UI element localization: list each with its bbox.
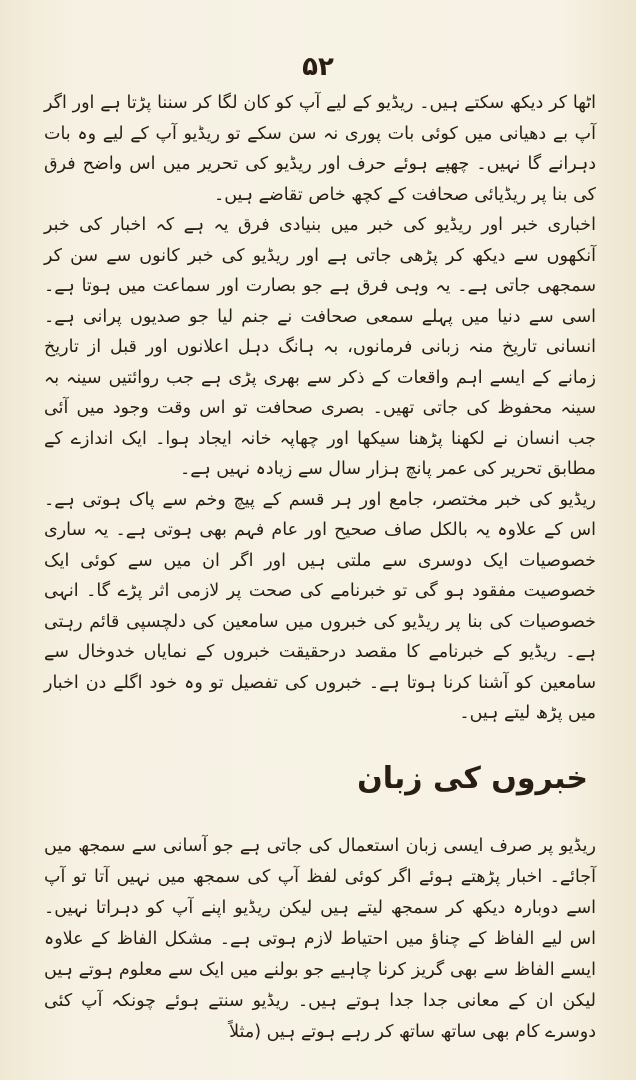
body-text: [44, 88, 596, 729]
paragraph: ریڈیو پر صرف ایسی زبان استعمال کی جاتی ہے جو آسانی سے سمجھ میں آجائے۔ اخبار پڑھتے ہوئے اگر کوئی لفظ آپ کی سمجھ میں نہیں آتا تو آپ اسے دوبارہ دیکھ کر سمجھ لیتے ہیں لیکن ریڈیو اپنے آپ کو دہراتا نہیں۔ اس لیے الفاظ کے چناؤ میں احتیاط لازم ہوتی ہے۔ مشکل الفاظ کے علاوہ ایسے الفاظ سے بھی گریز کرنا چاہیے جو بولنے میں ایک سے معلوم ہوتے ہیں لیکن ان کے معانی جدا جدا ہوتے ہیں۔ ریڈیو سنتے ہوئے چونکہ آپ کئی دوسرے کام بھی ساتھ ساتھ کر رہے ہوتے ہیں (مثلاً: [44, 835, 596, 1042]
paragraph: اٹھا کر دیکھ سکتے ہیں۔ ریڈیو کے لیے آپ کو کان لگا کر سننا پڑتا ہے اور اگر آپ بے دھیانی میں کوئی بات پوری نہ سن سکے تو ریڈیو آپ کے لیے وہ بات دہرانے گا نہیں۔ چھپے ہوئے حرف اور ریڈیو کی تحریر میں اس واضح فرق کی بنا پر ریڈیائی صحافت کے کچھ خاص تقاضے ہیں۔: [44, 93, 596, 205]
page-number: ۵۲: [302, 52, 334, 82]
paragraph: اخباری خبر اور ریڈیو کی خبر میں بنیادی فرق یہ ہے کہ اخبار کی خبر آنکھوں سے دیکھ کر پڑھی جاتی ہے اور ریڈیو کی خبر کانوں سے سن کر سمجھی جاتی ہے۔ یہ وہی فرق ہے جو بصارت اور سماعت میں ہوتا ہے۔ اسی سے دنیا میں پہلے سمعی صحافت نے جنم لیا جو صدیوں پرانی ہے۔ انسانی تاریخ منہ زبانی فرمانوں، بہ ہانگ دہل اعلانوں اور قبل از تاریخ زمانے کے ایسے اہم واقعات کے ذکر سے بھری پڑی ہے جب روائتیں سینہ بہ سینہ محفوظ کی جاتی تھیں۔ بصری صحافت تو اس وقت وجود میں آئی جب انسان نے لکھنا پڑھنا سیکھا اور چھاپہ خانہ ایجاد ہوا۔ ایک اندازے کے مطابق تحریر کی عمر پانچ ہزار سال سے زیادہ نہیں ہے۔: [44, 215, 596, 479]
paragraph: ریڈیو کی خبر مختصر، جامع اور ہر قسم کے پیچ وخم سے پاک ہوتی ہے۔ اس کے علاوہ یہ بالکل صاف صحیح اور عام فہم بھی ہوتی ہے۔ یہ ساری خصوصیات ایک دوسری سے ملتی ہیں اور اگر ان میں سے کوئی ایک خصوصیت مفقود ہو گی تو خبرنامے کی صحت پر لازمی اثر پڑے گا۔ انہی خصوصیات کی بنا پر ریڈیو کی خبروں میں سامعین کی دلچسپی قائم رہتی ہے۔ ریڈیو کے خبرنامے کا مقصد درحقیقت خبروں کے نمایاں خدوخال سے سامعین کو آشنا کرنا ہوتا ہے۔ خبروں کی تفصیل تو وہ خود اگلے دن اخبار میں پڑھ لیتے ہیں۔: [44, 489, 596, 723]
section-text: [44, 831, 596, 1048]
section-heading: خبروں کی زبان: [357, 760, 588, 796]
